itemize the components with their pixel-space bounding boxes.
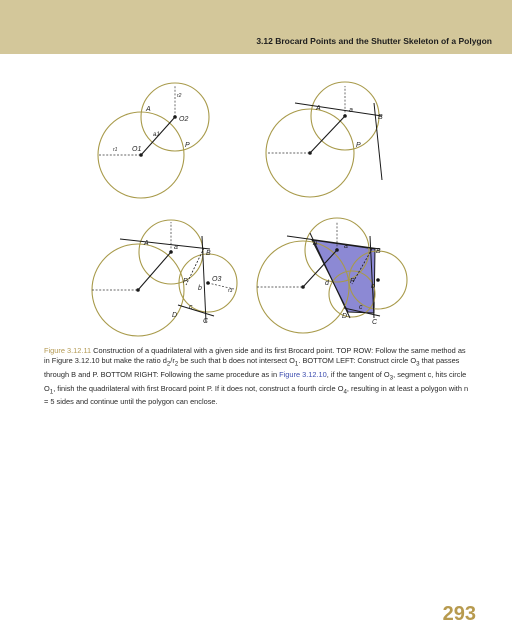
figure-reference-link[interactable]: Figure 3.12.10 <box>279 369 327 379</box>
label-p: P <box>185 142 190 149</box>
figure-caption: Figure 3.12.11 Construction of a quadrilateral with a given side and its first Brocard point. TOP ROW: Follow the same method as in Figure 3.12.10 but make the ratio $d_2/r_2$ be such that b does not intersect $O_1$. BOTTOM LEFT: Construct circle $O_3$ that passes through B and P. BOTTOM RIGHT: Following the same procedure as in Figure 3.12.10, if the tangent of $O_3$, segment c, hits circle $O_1$, finish the quadrilateral with first Brocard point P. If it does not, construct a fourth circle $O_4$, resulting in at least a polygon with n = 5 sides and continue until the polygon can enclose. <box>44 346 469 407</box>
label-a-side: a <box>349 107 353 114</box>
page-number: 293 <box>442 603 476 625</box>
panel-top-right <box>266 82 383 197</box>
label-c-side: c <box>189 304 193 311</box>
label-a-side: a <box>174 244 178 251</box>
side-c <box>178 305 214 316</box>
segment-b-p <box>186 248 204 285</box>
label-p: P <box>350 278 355 285</box>
label-o1: O1 <box>132 146 142 153</box>
segment-o1-o2 <box>138 252 171 290</box>
label-a1: a1 <box>153 132 160 138</box>
label-c: C <box>203 318 209 325</box>
segment-o1-o2 <box>310 116 345 153</box>
label-c: C <box>372 319 378 326</box>
label-b: B <box>206 250 211 257</box>
point-o1 <box>139 153 143 157</box>
label-b: B <box>378 114 383 121</box>
quadrilateral-fill <box>312 240 375 313</box>
label-r1: r1 <box>113 147 118 153</box>
panel-top-left <box>98 83 209 198</box>
label-b: B <box>376 248 381 255</box>
label-o3: O3 <box>212 276 222 283</box>
label-p: P <box>183 278 188 285</box>
label-b-side: b <box>198 285 202 292</box>
point-o2 <box>173 115 177 119</box>
label-d: D <box>342 313 348 320</box>
label-a-side: a <box>344 243 348 250</box>
label-r3: r3 <box>228 288 233 294</box>
label-b-side: b <box>371 283 375 290</box>
label-r2: r2 <box>177 93 182 99</box>
page-header-title: 3.12 Brocard Points and the Shutter Skeleton of a Polygon <box>256 36 492 46</box>
label-d: D <box>172 312 178 319</box>
label-a-vertex: A <box>313 240 318 247</box>
panel-bottom-left <box>92 220 237 336</box>
label-a-vertex: A <box>144 240 149 247</box>
figure-label: Figure 3.12.11 <box>44 346 92 355</box>
label-d-side: d <box>325 280 329 287</box>
label-p: P <box>356 142 361 149</box>
label-a-vertex: A <box>316 105 321 112</box>
label-a: A <box>146 106 151 113</box>
panel-bottom-right <box>257 218 407 333</box>
label-c-side: c <box>359 304 363 311</box>
label-o2: O2 <box>179 116 189 123</box>
